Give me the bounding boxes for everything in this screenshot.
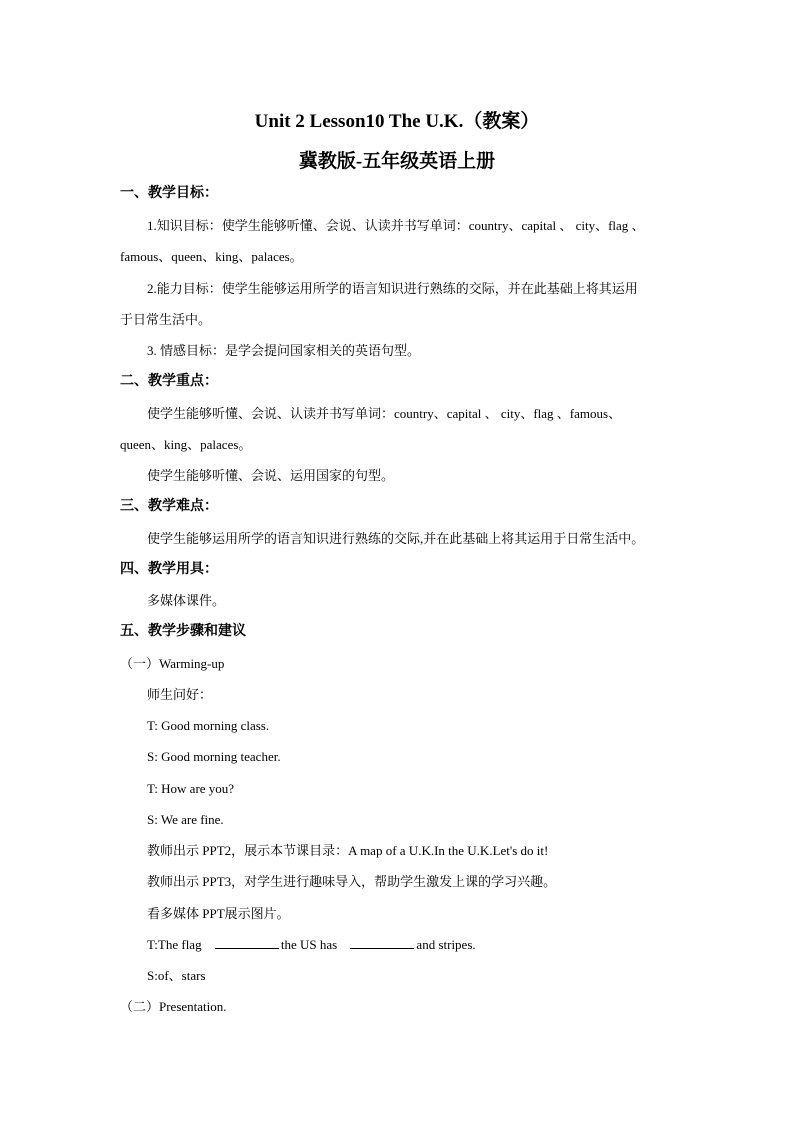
objective-ability: 2.能力目标：使学生能够运用所学的语言知识进行熟练的交际，并在此基础上将其运用 — [147, 281, 638, 296]
fill-blank — [215, 936, 279, 949]
dialogue-line: T: Good morning class. — [147, 718, 270, 733]
ppt2-text: 教师出示 PPT2，展示本节课目录：A map of a U.K.In the U.K.Let's do it! — [147, 843, 549, 858]
objective-emotion: 3. 情感目标：是学会提问国家相关的英语句型。 — [147, 343, 421, 358]
difficulty-text: 使学生能够运用所学的语言知识进行熟练的交际,并在此基础上将其运用于日常生活中。 — [147, 531, 645, 546]
dialogue-line: T: How are you? — [147, 781, 235, 796]
objective-knowledge-cont: famous、queen、king、palaces。 — [120, 249, 303, 264]
section-heading-difficulties: 三、教学难点： — [120, 499, 218, 514]
fill-text-part: the US has — [280, 937, 338, 952]
fill-in-sentence — [147, 936, 476, 954]
step-warming-up: （一）Warming-up — [120, 656, 225, 671]
objective-knowledge: 1.知识目标：使学生能够听懂、会说、认读并书写单词：country、capital 、 city、flag 、 — [147, 218, 645, 233]
fill-blank — [350, 936, 414, 949]
look-pictures-text: 看多媒体 PPT展示图片。 — [147, 906, 290, 921]
tools-text: 多媒体课件。 — [147, 593, 226, 608]
key-point-1-cont: queen、king、palaces。 — [120, 437, 252, 452]
dialogue-line: S: Good morning teacher. — [147, 749, 281, 764]
step-presentation: （二）Presentation. — [120, 999, 227, 1014]
key-point-2: 使学生能够听懂、会说、运用国家的句型。 — [147, 468, 395, 483]
fill-text-part: and stripes. — [416, 937, 476, 952]
document-subtitle: 冀教版-五年级英语上册 — [298, 151, 496, 172]
answer-text: S:of、stars — [147, 968, 206, 983]
greeting-label: 师生问好： — [147, 687, 213, 702]
fill-text-part: T:The flag — [147, 937, 202, 952]
document-title: Unit 2 Lesson10 The U.K.（教案） — [254, 111, 540, 132]
objective-ability-cont: 于日常生活中。 — [120, 312, 212, 327]
key-point-1: 使学生能够听懂、会说、认读并书写单词：country、capital 、 city、flag 、famous、 — [147, 406, 622, 421]
dialogue-line: S: We are fine. — [147, 812, 224, 827]
ppt3-text: 教师出示 PPT3，对学生进行趣味导入，帮助学生激发上课的学习兴趣。 — [147, 874, 557, 889]
section-heading-key-points: 二、教学重点： — [120, 374, 218, 389]
section-heading-steps: 五、教学步骤和建议 — [120, 624, 246, 639]
section-heading-tools: 四、教学用具： — [120, 562, 218, 577]
section-heading-objectives: 一、教学目标： — [120, 186, 218, 201]
